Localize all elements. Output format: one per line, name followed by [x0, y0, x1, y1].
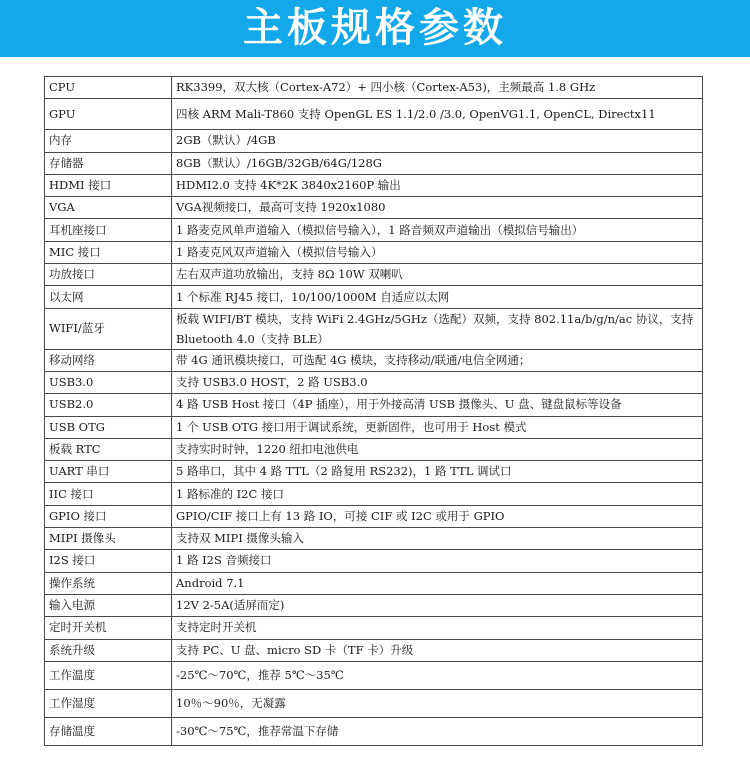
- spec-key: USB2.0: [45, 394, 172, 416]
- spec-key: UART 串口: [45, 461, 172, 483]
- table-row: [45, 461, 703, 483]
- table-row: [45, 550, 703, 572]
- spec-key: HDMI 接口: [45, 174, 172, 196]
- spec-value: 8GB（默认）/16GB/32GB/64G/128G: [172, 152, 703, 174]
- spec-value: RK3399，双大核（Cortex-A72）+ 四小核（Cortex-A53)，主频最高 1.8 GHz: [172, 77, 703, 99]
- table-row: [45, 77, 703, 99]
- table-row: [45, 174, 703, 196]
- table-row: [45, 689, 703, 717]
- spec-key: 操作系统: [45, 572, 172, 594]
- spec-value: 支持双 MIPI 摄像头输入: [172, 528, 703, 550]
- spec-key: CPU: [45, 77, 172, 99]
- spec-value: 1 路标准的 I2C 接口: [172, 483, 703, 505]
- spec-value: 带 4G 通讯模块接口，可选配 4G 模块，支持移动/联通/电信全网通；: [172, 349, 703, 371]
- spec-key: 工作湿度: [45, 689, 172, 717]
- spec-value: 支持 PC、U 盘、micro SD 卡（TF 卡）升级: [172, 639, 703, 661]
- spec-key: MIC 接口: [45, 241, 172, 263]
- spec-value: GPIO/CIF 接口上有 13 路 IO，可接 CIF 或 I2C 或用于 GPIO: [172, 505, 703, 527]
- table-row: [45, 130, 703, 152]
- table-row: [45, 661, 703, 689]
- spec-key: 工作温度: [45, 661, 172, 689]
- table-row: [45, 594, 703, 616]
- table-row: [45, 416, 703, 438]
- spec-key: USB OTG: [45, 416, 172, 438]
- spec-key: GPU: [45, 99, 172, 130]
- table-row: [45, 349, 703, 371]
- spec-value: 支持实时时钟，1220 纽扣电池供电: [172, 438, 703, 460]
- spec-value: 左右双声道功放输出，支持 8Ω 10W 双喇叭: [172, 264, 703, 286]
- spec-value: HDMI2.0 支持 4K*2K 3840x2160P 输出: [172, 174, 703, 196]
- table-row: [45, 197, 703, 219]
- spec-value: 12V 2-5A(适屏而定): [172, 594, 703, 616]
- spec-key: I2S 接口: [45, 550, 172, 572]
- table-row: [45, 639, 703, 661]
- table-row: [45, 438, 703, 460]
- spec-key: 耳机座接口: [45, 219, 172, 241]
- spec-key: 系统升级: [45, 639, 172, 661]
- spec-table: [44, 76, 703, 746]
- spec-value: Android 7.1: [172, 572, 703, 594]
- table-row: [45, 219, 703, 241]
- spec-key: 存储温度: [45, 717, 172, 745]
- table-row: [45, 483, 703, 505]
- table-row: [45, 371, 703, 393]
- spec-value: 板载 WIFI/BT 模块，支持 WiFi 2.4GHz/5GHz（选配）双频，支持 802.11a/b/g/n/ac 协议，支持 Bluetooth 4.0（支持 BLE）: [172, 308, 703, 349]
- spec-value: -25℃～70℃，推荐 5℃～35℃: [172, 661, 703, 689]
- table-row: [45, 394, 703, 416]
- spec-key: IIC 接口: [45, 483, 172, 505]
- table-row: [45, 99, 703, 130]
- spec-value: 5 路串口，其中 4 路 TTL（2 路复用 RS232)，1 路 TTL 调试口: [172, 461, 703, 483]
- table-row: [45, 308, 703, 349]
- spec-key: GPIO 接口: [45, 505, 172, 527]
- spec-value: 1 路麦克风双声道输入（模拟信号输入）: [172, 241, 703, 263]
- table-row: [45, 152, 703, 174]
- spec-value: 4 路 USB Host 接口（4P 插座），用于外接高清 USB 摄像头、U 盘、键盘鼠标等设备: [172, 394, 703, 416]
- spec-key: 内存: [45, 130, 172, 152]
- spec-key: 移动网络: [45, 349, 172, 371]
- spec-key: 存储器: [45, 152, 172, 174]
- spec-value: 2GB（默认）/4GB: [172, 130, 703, 152]
- table-row: [45, 241, 703, 263]
- table-row: [45, 505, 703, 527]
- table-row: [45, 286, 703, 308]
- spec-key: WIFI/蓝牙: [45, 308, 172, 349]
- table-row: [45, 528, 703, 550]
- table-row: [45, 717, 703, 745]
- spec-key: 板载 RTC: [45, 438, 172, 460]
- spec-value: 1 个 USB OTG 接口用于调试系统，更新固件，也可用于 Host 模式: [172, 416, 703, 438]
- spec-key: 功放接口: [45, 264, 172, 286]
- spec-key: USB3.0: [45, 371, 172, 393]
- spec-key: 定时开关机: [45, 617, 172, 639]
- spec-value: 1 路麦克风单声道输入（模拟信号输入），1 路音频双声道输出（模拟信号输出）: [172, 219, 703, 241]
- spec-value: 1 路 I2S 音频接口: [172, 550, 703, 572]
- spec-key: 以太网: [45, 286, 172, 308]
- spec-key: 输入电源: [45, 594, 172, 616]
- spec-value: 四核 ARM Mali-T860 支持 OpenGL ES 1.1/2.0 /3.0, OpenVG1.1, OpenCL, Directx11: [172, 99, 703, 130]
- spec-value: 1 个标准 RJ45 接口，10/100/1000M 自适应以太网: [172, 286, 703, 308]
- page-title: 主板规格参数: [243, 5, 507, 51]
- spec-value: 10％～90％，无凝露: [172, 689, 703, 717]
- table-row: [45, 617, 703, 639]
- spec-value: -30℃～75℃，推荐常温下存储: [172, 717, 703, 745]
- spec-value: VGA视频接口，最高可支持 1920x1080: [172, 197, 703, 219]
- table-row: [45, 264, 703, 286]
- spec-key: MIPI 摄像头: [45, 528, 172, 550]
- spec-value: 支持定时开关机: [172, 617, 703, 639]
- spec-key: VGA: [45, 197, 172, 219]
- spec-value: 支持 USB3.0 HOST，2 路 USB3.0: [172, 371, 703, 393]
- table-row: [45, 572, 703, 594]
